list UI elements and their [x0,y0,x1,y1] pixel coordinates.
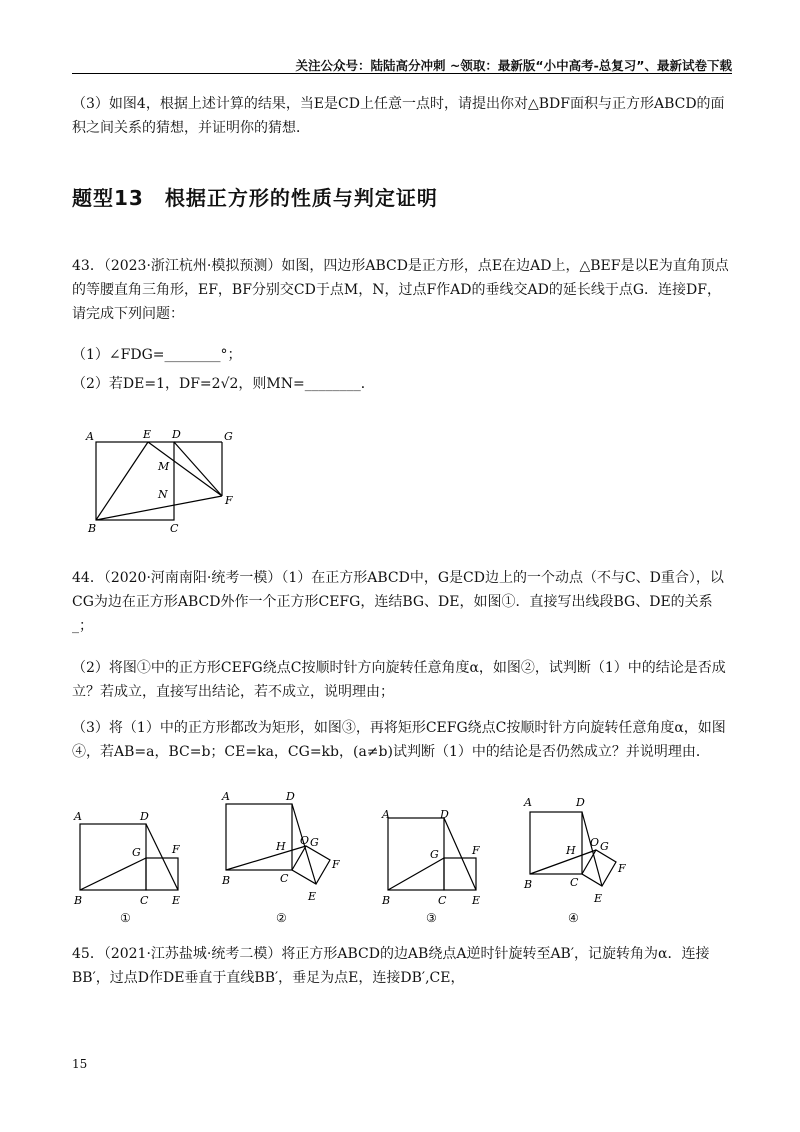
label-G: G [430,848,439,861]
label-B: B [382,894,391,907]
caption-2: ② [276,911,287,925]
caption-3: ③ [426,911,437,925]
caption-4: ④ [568,911,579,925]
square-abcd [96,442,174,520]
label-A: A [382,808,390,821]
label-B: B [88,522,97,535]
label-M: M [158,460,170,473]
label-B: B [74,894,83,907]
label-D: D [440,808,449,821]
label-H: H [566,844,576,857]
q44-figure-1 [70,808,190,926]
q43-sub2: （2）若DE=1，DF=2√2，则MN=________． [72,376,375,392]
q44-figure-3 [378,808,498,926]
label-G: G [132,846,141,859]
caption-1: ① [120,911,131,925]
label-C: C [570,876,579,889]
label-O: O [300,834,310,847]
label-A: A [524,796,532,809]
label-A: A [74,810,82,823]
label-A: A [222,790,230,803]
header-rule [72,73,732,74]
label-H: H [276,840,286,853]
q43-figure [80,424,260,540]
page-number: 15 [72,1057,88,1071]
label-D: D [172,428,181,441]
label-B: B [524,878,533,891]
label-N: N [158,488,168,501]
label-B: B [222,874,231,887]
label-C: C [280,872,289,885]
label-G: G [310,836,319,849]
q42-part3: （3）如图4，根据上述计算的结果，当E是CD上任意一点时，请提出你对△BDF面积与正方形ABCD的面积之间关系的猜想，并证明你的猜想． [72,96,725,136]
label-E: E [472,894,481,907]
label-O: O [590,836,600,849]
label-F: F [172,843,180,856]
label-F: F [618,862,626,875]
label-F: F [225,494,233,507]
q44-sub3: （3）将（1）中的正方形都改为矩形，如图③，再将矩形CEFG绕点C按顺时针方向旋转任意角度α，如图④，若AB=a，BC=b；CE=ka，CG=kb，(a≠b)试判断（1）中的结论是否仍然成立？并说明理由． [72,720,726,760]
label-E: E [143,428,152,441]
label-D: D [576,796,585,809]
page-header: 关注公众号：陆陆高分冲刺 ~领取：最新版“小中高考-总复习”、最新试卷下载 [295,58,732,73]
label-A: A [86,430,94,443]
label-G: G [600,840,609,853]
label-E: E [308,890,317,903]
q45-stem: 45．（2021·江苏盐城·统考二模）将正方形ABCD的边AB绕点A逆时针旋转至AB′，记旋转角为α．连接BB′，过点D作DE垂直于直线BB′，垂足为点E，连接DB′,CE， [72,946,710,986]
q43-stem: 43．（2023·浙江杭州·模拟预测）如图，四边形ABCD是正方形，点E在边AD上，△BEF是以E为直角顶点的等腰直角三角形，EF，BF分别交CD于点M，N，过点F作AD的垂线交AD的延长线于点G．连接DF，请完成下列问题： [72,258,729,322]
q44-figure-2 [218,788,358,926]
q44-sub2: （2）将图①中的正方形CEFG绕点C按顺时针方向旋转任意角度α，如图②，试判断（1）中的结论是否成立？若成立，直接写出结论，若不成立，说明理由； [72,660,726,700]
label-C: C [438,894,447,907]
q44-stem: 44．（2020·河南南阳·统考一模）（1）在正方形ABCD中，G是CD边上的一个动点（不与C、D重合），以CG为边在正方形ABCD外作一个正方形CEFG，连结BG、DE，如图①．直接写出线段BG、DE的关系_； [72,570,724,634]
label-C: C [140,894,149,907]
label-G: G [224,430,233,443]
q43-sub1: （1）∠FDG=________°； [72,347,242,363]
q44-figure-4 [520,792,640,926]
label-D: D [286,790,295,803]
label-F: F [332,858,340,871]
label-D: D [140,810,149,823]
label-C: C [170,522,179,535]
label-F: F [472,844,480,857]
section-title: 题型13 根据正方形的性质与判定证明 [72,186,438,210]
label-E: E [594,892,603,905]
label-E: E [172,894,181,907]
